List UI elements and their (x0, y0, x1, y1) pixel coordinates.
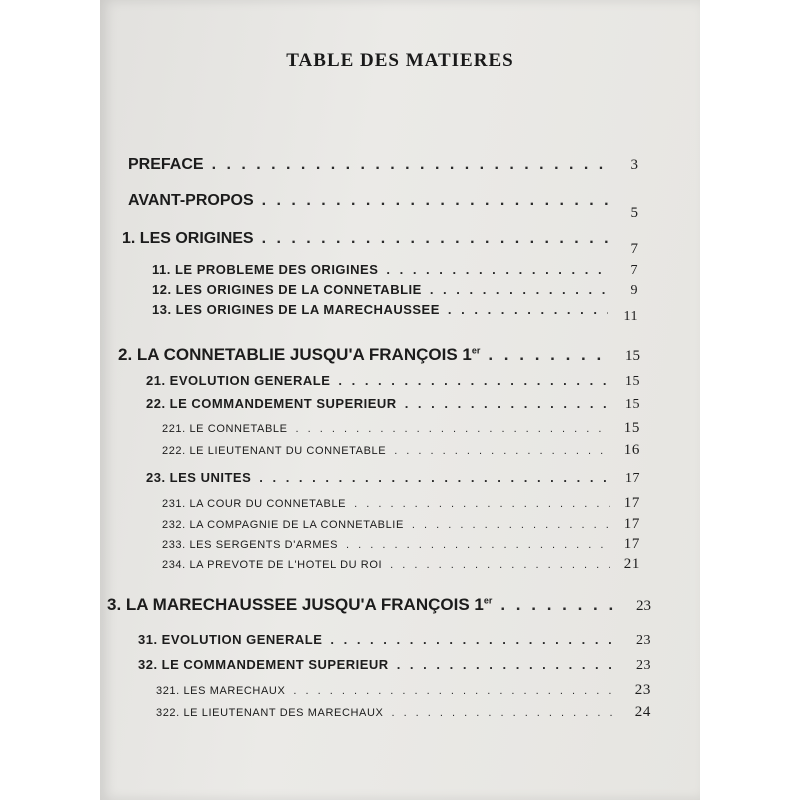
toc-leader (259, 470, 610, 485)
toc-label-sup: er (483, 595, 493, 606)
toc-page: 15 (623, 420, 640, 436)
toc-page: 23 (634, 682, 651, 698)
toc-label: 233. LES SERGENTS D'ARMES (162, 539, 339, 551)
toc-page: 17 (623, 516, 640, 532)
toc-leader (394, 445, 610, 457)
toc-page: 7 (630, 263, 638, 278)
toc-leader (293, 685, 621, 697)
toc-page: 17 (625, 471, 640, 486)
toc-leader (412, 519, 610, 531)
toc-label: 322. LE LIEUTENANT DES MARECHAUX (156, 707, 384, 719)
toc-entry-221 (162, 420, 640, 437)
toc-entry-233 (162, 536, 640, 553)
toc-page: 23 (636, 633, 651, 648)
toc-leader (262, 230, 608, 248)
toc-entry-chapter-1 (122, 230, 638, 257)
toc-entry-chapter-2 (118, 345, 640, 365)
toc-page: 9 (630, 283, 638, 298)
toc-leader (390, 559, 610, 571)
toc-label-text: 2. LA CONNETABLIE JUSQU'A FRANÇOIS 1 (118, 345, 472, 364)
toc-label: 221. LE CONNETABLE (162, 423, 288, 435)
toc-label (107, 595, 492, 615)
toc-page: 23 (636, 658, 651, 673)
toc-leader (500, 595, 621, 615)
toc-page: 5 (630, 205, 638, 221)
toc-entry-23 (146, 470, 640, 487)
toc-entry-222 (162, 442, 640, 459)
toc-entry-31 (138, 632, 651, 649)
toc-entry-chapter-3 (107, 595, 651, 615)
toc-label: 22. LE COMMANDEMENT SUPERIEUR (146, 396, 397, 411)
toc-label: 232. LA COMPAGNIE DE LA CONNETABLIE (162, 519, 404, 531)
toc-label-text: 3. LA MARECHAUSSEE JUSQU'A FRANÇOIS 1 (107, 595, 484, 614)
toc-leader (448, 302, 608, 317)
toc-leader (430, 282, 608, 297)
toc-label: 1. LES ORIGINES (122, 230, 254, 247)
toc-page: 15 (625, 348, 640, 364)
toc-leader (386, 262, 608, 277)
toc-page: 11 (623, 309, 638, 324)
toc-leader (354, 498, 610, 510)
toc-label: 231. LA COUR DU CONNETABLE (162, 498, 347, 510)
toc-entry-32 (138, 657, 651, 674)
toc-leader (330, 632, 621, 647)
toc-entry-avant-propos (128, 192, 638, 221)
toc-label: 13. LES ORIGINES DE LA MARECHAUSSEE (152, 302, 440, 317)
toc-entry-13 (152, 302, 638, 324)
toc-entry-22 (146, 396, 640, 413)
toc-page: 17 (623, 536, 640, 552)
toc-page: 23 (636, 598, 651, 614)
toc-entry-322 (156, 704, 651, 721)
toc-label: 11. LE PROBLEME DES ORIGINES (152, 262, 379, 277)
toc-label: PREFACE (128, 156, 204, 173)
toc-entry-11 (152, 262, 638, 279)
toc-entry-232 (162, 516, 640, 533)
toc-label: 31. EVOLUTION GENERALE (138, 632, 323, 647)
toc-leader (405, 396, 610, 411)
toc-page: 16 (623, 442, 640, 458)
toc-entry-321 (156, 682, 651, 699)
toc-label: 12. LES ORIGINES DE LA CONNETABLIE (152, 282, 422, 297)
toc-label: AVANT-PROPOS (128, 192, 254, 209)
toc-page: 21 (623, 556, 640, 572)
toc-leader (346, 539, 610, 551)
toc-page: 17 (623, 495, 640, 511)
toc-leader (338, 373, 610, 388)
toc-leader (391, 707, 621, 719)
toc-leader (212, 156, 608, 174)
toc-entry-231 (162, 495, 640, 512)
toc-label: 321. LES MARECHAUX (156, 685, 286, 697)
toc-page: 15 (625, 397, 640, 412)
toc-label: 21. EVOLUTION GENERALE (146, 373, 331, 388)
toc-leader (488, 345, 610, 365)
toc-entry-preface (128, 156, 638, 174)
toc-leader (296, 423, 610, 435)
toc-page: 3 (630, 157, 638, 173)
toc-leader (397, 657, 621, 672)
toc-label: 222. LE LIEUTENANT DU CONNETABLE (162, 445, 387, 457)
toc-label (118, 345, 480, 365)
toc-leader (262, 192, 608, 210)
toc-page: 7 (630, 241, 638, 257)
toc-label: 23. LES UNITES (146, 470, 252, 485)
toc-label: 234. LA PREVOTE DE L'HOTEL DU ROI (162, 559, 383, 571)
toc-entry-12 (152, 282, 638, 299)
toc-entry-21 (146, 373, 640, 390)
toc-entry-234 (162, 556, 640, 573)
toc-page: 15 (625, 374, 640, 389)
toc-label-sup: er (471, 345, 481, 356)
toc-label: 32. LE COMMANDEMENT SUPERIEUR (138, 657, 389, 672)
page-title: TABLE DES MATIERES (286, 50, 514, 71)
toc-page: 24 (634, 704, 651, 720)
